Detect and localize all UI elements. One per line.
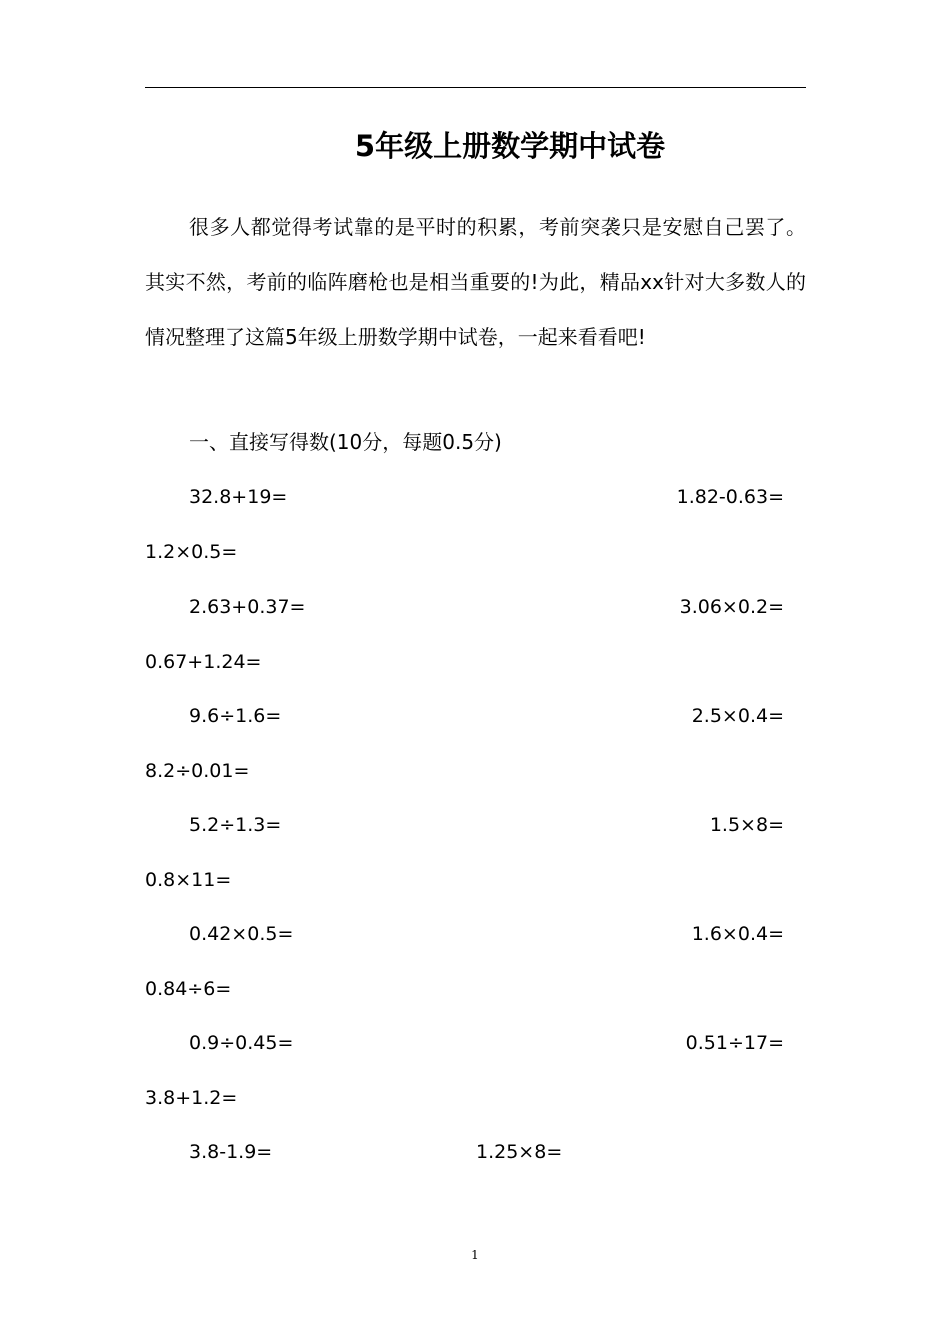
problem-item: 0.67+1.24= xyxy=(145,651,262,673)
header-rule xyxy=(145,87,806,88)
problem-item: 5.2÷1.3= xyxy=(189,814,282,836)
problem-item: 0.42×0.5= xyxy=(189,923,294,945)
problem-item: 3.06×0.2= xyxy=(679,596,784,618)
problem-item: 1.82-0.63= xyxy=(676,486,784,508)
problem-item: 32.8+19= xyxy=(189,486,288,508)
problem-item: 1.25×8= xyxy=(476,1141,563,1163)
problem-item: 9.6÷1.6= xyxy=(189,705,282,727)
problem-item: 3.8-1.9= xyxy=(189,1141,273,1163)
problem-item: 1.6×0.4= xyxy=(691,923,784,945)
problem-item: 2.63+0.37= xyxy=(189,596,306,618)
intro-paragraph: 很多人都觉得考试靠的是平时的积累，考前突袭只是安慰自己罢了。其实不然，考前的临阵磨枪也是相当重要的!为此，精品xx针对大多数人的情况整理了这篇5年级上册数学期中试卷，一起来看看吧! xyxy=(145,215,806,349)
problem-item: 0.9÷0.45= xyxy=(189,1032,294,1054)
problem-item: 0.51÷17= xyxy=(685,1032,784,1054)
problem-item: 8.2÷0.01= xyxy=(145,760,250,782)
problem-item: 0.84÷6= xyxy=(145,978,232,1000)
problem-item: 3.8+1.2= xyxy=(145,1087,238,1109)
problem-item: 1.2×0.5= xyxy=(145,541,238,563)
section-heading: 一、直接写得数(10分，每题0.5分) xyxy=(189,430,502,454)
problem-item: 0.8×11= xyxy=(145,869,232,891)
problem-item: 1.5×8= xyxy=(709,814,784,836)
problem-item: 2.5×0.4= xyxy=(691,705,784,727)
page-number: 1 xyxy=(471,1248,479,1262)
document-title: 5年级上册数学期中试卷 xyxy=(354,129,666,163)
